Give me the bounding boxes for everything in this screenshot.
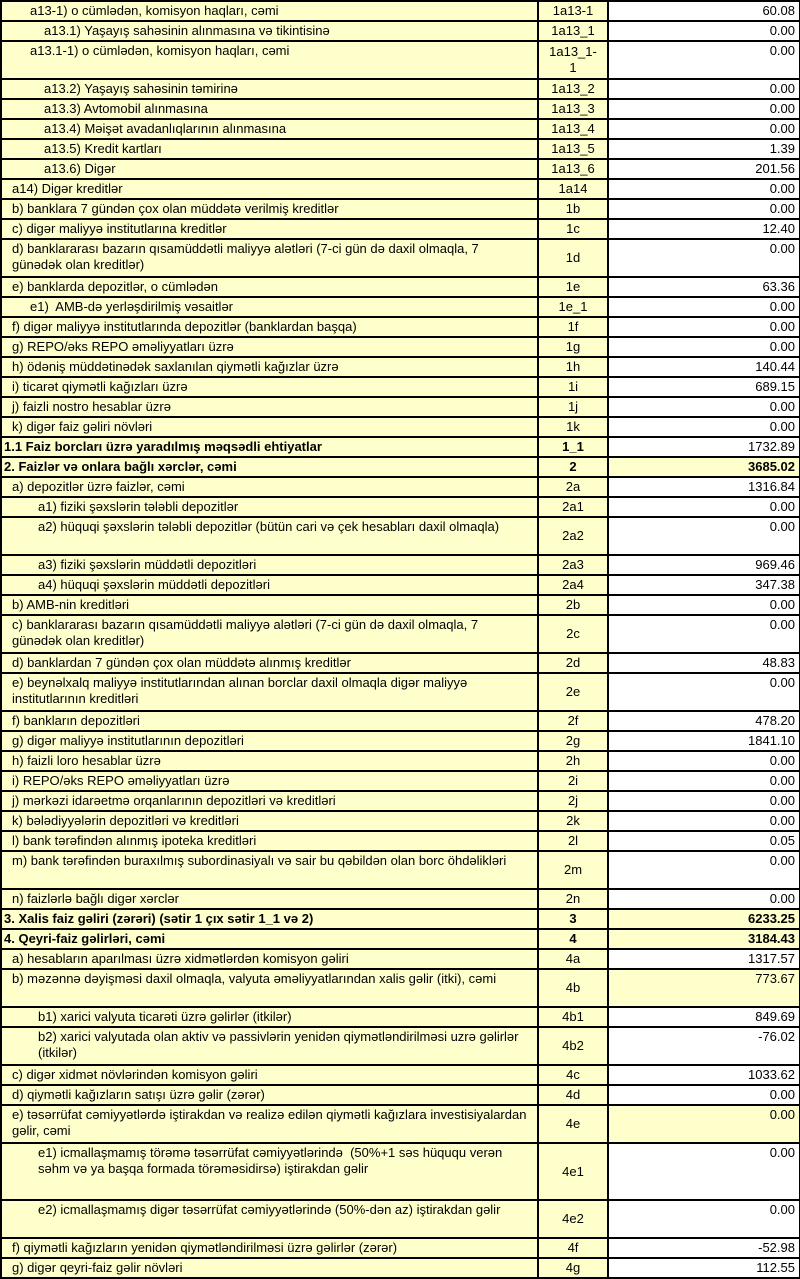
table-row xyxy=(1,653,800,673)
row-value: 1732.89 xyxy=(608,437,800,457)
row-value: 1316.84 xyxy=(608,477,800,497)
row-code: 1j xyxy=(538,397,608,417)
row-value: 1033.62 xyxy=(608,1065,800,1085)
row-value: 0.00 xyxy=(608,417,800,437)
table-row xyxy=(1,41,800,79)
table-row xyxy=(1,909,800,929)
row-code: 4g xyxy=(538,1258,608,1278)
row-value: 0.00 xyxy=(608,1143,800,1200)
row-code: 1d xyxy=(538,239,608,277)
row-label: d) banklararası bazarın qısamüddətli maliyyə alətləri (7-ci gün də daxil olmaqla, 7 günədək olan kreditlər) xyxy=(1,239,538,277)
row-code: 2l xyxy=(538,831,608,851)
table-row xyxy=(1,731,800,751)
row-label: a2) hüquqi şəxslərin tələbli depozitlər (bütün cari və çek hesabları daxil olmaqla) xyxy=(1,517,538,555)
table-row xyxy=(1,337,800,357)
row-value: 0.00 xyxy=(608,79,800,99)
table-row xyxy=(1,159,800,179)
row-label: 2. Faizlər və onlara bağlı xərclər, cəmi xyxy=(1,457,538,477)
row-code: 2b xyxy=(538,595,608,615)
table-row xyxy=(1,517,800,555)
row-value: 63.36 xyxy=(608,277,800,297)
table-row xyxy=(1,437,800,457)
table-row xyxy=(1,477,800,497)
table-row xyxy=(1,21,800,41)
row-value: 112.55 xyxy=(608,1258,800,1278)
row-code: 1h xyxy=(538,357,608,377)
table-row xyxy=(1,929,800,949)
table-row xyxy=(1,497,800,517)
row-value: 0.00 xyxy=(608,41,800,79)
table-row xyxy=(1,1007,800,1027)
row-code: 1a13_4 xyxy=(538,119,608,139)
row-code: 2e xyxy=(538,673,608,711)
row-value: 0.00 xyxy=(608,751,800,771)
table-row xyxy=(1,199,800,219)
row-code: 1a13_3 xyxy=(538,99,608,119)
row-label: d) banklardan 7 gündən çox olan müddətə alınmış kreditlər xyxy=(1,653,538,673)
row-value: 0.00 xyxy=(608,179,800,199)
table-row xyxy=(1,179,800,199)
row-label: 3. Xalis faiz gəliri (zərəri) (sətir 1 çıx sətir 1_1 və 2) xyxy=(1,909,538,929)
table-row xyxy=(1,357,800,377)
table-row xyxy=(1,99,800,119)
row-code: 3 xyxy=(538,909,608,929)
table-row xyxy=(1,595,800,615)
row-value: 0.00 xyxy=(608,21,800,41)
row-code: 4b2 xyxy=(538,1027,608,1065)
table-row xyxy=(1,711,800,731)
row-code: 4f xyxy=(538,1238,608,1258)
table-row xyxy=(1,575,800,595)
table-row xyxy=(1,949,800,969)
row-code: 2j xyxy=(538,791,608,811)
row-value: 3685.02 xyxy=(608,457,800,477)
row-label: 4. Qeyri-faiz gəlirləri, cəmi xyxy=(1,929,538,949)
table-row xyxy=(1,417,800,437)
row-value: 347.38 xyxy=(608,575,800,595)
row-value: 140.44 xyxy=(608,357,800,377)
row-label: g) digər maliyyə institutlarının depozitləri xyxy=(1,731,538,751)
row-label: g) digər qeyri-faiz gəlir növləri xyxy=(1,1258,538,1278)
table-row xyxy=(1,377,800,397)
row-code: 1a13-1 xyxy=(538,1,608,21)
row-label: i) REPO/əks REPO əməliyyatları üzrə xyxy=(1,771,538,791)
row-code: 4e1 xyxy=(538,1143,608,1200)
row-label: b) məzənnə dəyişməsi daxil olmaqla, valyuta əməliyyatlarından xalis gəlir (itki), cəmi xyxy=(1,969,538,1007)
row-value: 12.40 xyxy=(608,219,800,239)
table-row xyxy=(1,771,800,791)
row-code: 2m xyxy=(538,851,608,889)
row-value: 0.00 xyxy=(608,791,800,811)
row-code: 2f xyxy=(538,711,608,731)
row-label: b) AMB-nin kreditləri xyxy=(1,595,538,615)
row-value: 60.08 xyxy=(608,1,800,21)
row-value: 0.00 xyxy=(608,595,800,615)
row-label: k) digər faiz gəliri növləri xyxy=(1,417,538,437)
table-row xyxy=(1,317,800,337)
row-label: b2) xarici valyutada olan aktiv və passivlərin yenidən qiymətləndirilməsi uzrə gəlirlər (itkilər) xyxy=(1,1027,538,1065)
row-code: 1i xyxy=(538,377,608,397)
row-code: 1e xyxy=(538,277,608,297)
row-code: 2a4 xyxy=(538,575,608,595)
row-value: 773.67 xyxy=(608,969,800,1007)
row-code: 2a1 xyxy=(538,497,608,517)
row-label: g) REPO/əks REPO əməliyyatları üzrə xyxy=(1,337,538,357)
row-label: a3) fiziki şəxslərin müddətli depozitləri xyxy=(1,555,538,575)
row-label: c) digər xidmət növlərindən komisyon gəliri xyxy=(1,1065,538,1085)
row-value: 0.00 xyxy=(608,239,800,277)
row-code: 2g xyxy=(538,731,608,751)
row-value: 1841.10 xyxy=(608,731,800,751)
row-label: a) hesabların aparılması üzrə xidmətlərdən komisyon gəliri xyxy=(1,949,538,969)
row-label: a13.6) Digər xyxy=(1,159,538,179)
row-label: a) depozitlər üzrə faizlər, cəmi xyxy=(1,477,538,497)
row-code: 1a13_1-1 xyxy=(538,41,608,79)
table-row xyxy=(1,119,800,139)
row-code: 4a xyxy=(538,949,608,969)
row-value: 0.00 xyxy=(608,337,800,357)
row-value: 1317.57 xyxy=(608,949,800,969)
row-label: l) bank tərəfindən alınmış ipoteka kreditləri xyxy=(1,831,538,851)
row-label: k) bələdiyyələrin depozitləri və kreditləri xyxy=(1,811,538,831)
row-label: j) mərkəzi idarəetmə orqanlarının depozitləri və kreditləri xyxy=(1,791,538,811)
table-row xyxy=(1,1143,800,1200)
row-label: d) qiymətli kağızların satışı üzrə gəlir (zərər) xyxy=(1,1085,538,1105)
row-label: a13.2) Yaşayış sahəsinin təmirinə xyxy=(1,79,538,99)
row-label: j) faizli nostro hesablar üzrə xyxy=(1,397,538,417)
table-row xyxy=(1,851,800,889)
row-value: 0.00 xyxy=(608,771,800,791)
row-value: 969.46 xyxy=(608,555,800,575)
row-code: 2k xyxy=(538,811,608,831)
table-row xyxy=(1,79,800,99)
table-row xyxy=(1,1238,800,1258)
row-label: a13.3) Avtomobil alınmasına xyxy=(1,99,538,119)
row-label: h) ödəniş müddətinədək saxlanılan qiymətli kağızlar üzrə xyxy=(1,357,538,377)
row-label: b1) xarici valyuta ticarəti üzrə gəlirlər (itkilər) xyxy=(1,1007,538,1027)
row-value: 0.00 xyxy=(608,673,800,711)
row-value: 48.83 xyxy=(608,653,800,673)
row-value: 0.00 xyxy=(608,615,800,653)
row-value: 0.00 xyxy=(608,317,800,337)
row-code: 2i xyxy=(538,771,608,791)
table-body xyxy=(1,1,800,1278)
row-label: e1) AMB-də yerləşdirilmiş vəsaitlər xyxy=(1,297,538,317)
table-row xyxy=(1,397,800,417)
row-code: 4e2 xyxy=(538,1200,608,1238)
row-value: 0.00 xyxy=(608,497,800,517)
row-code: 1a14 xyxy=(538,179,608,199)
row-label: c) digər maliyyə institutlarına kreditlər xyxy=(1,219,538,239)
row-code: 1a13_1 xyxy=(538,21,608,41)
row-label: e) təsərrüfat cəmiyyətlərdə iştirakdan və realizə edilən qiymətli kağızlara investisiyalardan gəlir, cəmi xyxy=(1,1105,538,1143)
row-label: a13.5) Kredit kartları xyxy=(1,139,538,159)
table-row xyxy=(1,969,800,1007)
table-row xyxy=(1,811,800,831)
row-code: 4 xyxy=(538,929,608,949)
table-row xyxy=(1,831,800,851)
row-label: a1) fiziki şəxslərin tələbli depozitlər xyxy=(1,497,538,517)
row-label: a13.1-1) o cümlədən, komisyon haqları, cəmi xyxy=(1,41,538,79)
row-value: 0.00 xyxy=(608,851,800,889)
row-value: 0.00 xyxy=(608,397,800,417)
row-label: a13.1) Yaşayış sahəsinin alınmasına və tikintisinə xyxy=(1,21,538,41)
row-code: 1e_1 xyxy=(538,297,608,317)
row-value: 0.00 xyxy=(608,517,800,555)
row-code: 4b xyxy=(538,969,608,1007)
row-code: 2c xyxy=(538,615,608,653)
row-label: i) ticarət qiymətli kağızları üzrə xyxy=(1,377,538,397)
table-row xyxy=(1,1,800,21)
row-code: 2a2 xyxy=(538,517,608,555)
row-code: 2h xyxy=(538,751,608,771)
row-code: 4e xyxy=(538,1105,608,1143)
row-label: e1) icmallaşmamış törəmə təsərrüfat cəmiyyətlərində (50%+1 səs hüququ verən səhm və ya başqa formada törəməsidirsə) iştirakdan gəlir xyxy=(1,1143,538,1200)
table-row xyxy=(1,615,800,653)
row-value: 0.00 xyxy=(608,1105,800,1143)
row-code: 1a13_5 xyxy=(538,139,608,159)
row-code: 2 xyxy=(538,457,608,477)
row-value: 0.00 xyxy=(608,99,800,119)
table-row xyxy=(1,219,800,239)
row-label: f) digər maliyyə institutlarında depozitlər (banklardan başqa) xyxy=(1,317,538,337)
row-code: 1a13_6 xyxy=(538,159,608,179)
table-row xyxy=(1,1065,800,1085)
row-value: 0.00 xyxy=(608,199,800,219)
row-value: 478.20 xyxy=(608,711,800,731)
table-row xyxy=(1,1027,800,1065)
row-value: -52.98 xyxy=(608,1238,800,1258)
table-row xyxy=(1,457,800,477)
row-label: m) bank tərəfindən buraxılmış subordinasiyalı və sair bu qəbildən olan borc öhdəlikləri xyxy=(1,851,538,889)
row-label: h) faizli loro hesablar üzrə xyxy=(1,751,538,771)
row-code: 4b1 xyxy=(538,1007,608,1027)
row-label: e2) icmallaşmamış digər təsərrüfat cəmiyyətlərində (50%-dən az) iştirakdan gəlir xyxy=(1,1200,538,1238)
row-value: 201.56 xyxy=(608,159,800,179)
table-row xyxy=(1,139,800,159)
table-row xyxy=(1,555,800,575)
table-row xyxy=(1,1200,800,1238)
table-row xyxy=(1,239,800,277)
row-value: 849.69 xyxy=(608,1007,800,1027)
row-code: 1f xyxy=(538,317,608,337)
table-row xyxy=(1,277,800,297)
table-row xyxy=(1,673,800,711)
table-row xyxy=(1,751,800,771)
row-code: 2a xyxy=(538,477,608,497)
row-value: 0.00 xyxy=(608,1085,800,1105)
row-code: 4c xyxy=(538,1065,608,1085)
row-code: 1g xyxy=(538,337,608,357)
row-code: 2d xyxy=(538,653,608,673)
row-code: 1_1 xyxy=(538,437,608,457)
table-row xyxy=(1,297,800,317)
table-row xyxy=(1,1105,800,1143)
row-value: 0.00 xyxy=(608,1200,800,1238)
row-label: e) banklarda depozitlər, o cümlədən xyxy=(1,277,538,297)
row-code: 1a13_2 xyxy=(538,79,608,99)
row-code: 1k xyxy=(538,417,608,437)
row-label: a13-1) o cümlədən, komisyon haqları, cəmi xyxy=(1,1,538,21)
row-value: 3184.43 xyxy=(608,929,800,949)
row-value: 0.00 xyxy=(608,297,800,317)
row-value: 0.00 xyxy=(608,811,800,831)
row-code: 4d xyxy=(538,1085,608,1105)
row-value: 0.00 xyxy=(608,889,800,909)
row-label: c) banklararası bazarın qısamüddətli maliyyə alətləri (7-ci gün də daxil olmaqla, 7 günədək olan kreditlər) xyxy=(1,615,538,653)
row-label: a13.4) Məişət avadanlıqlarının alınmasına xyxy=(1,119,538,139)
row-value: 0.00 xyxy=(608,119,800,139)
row-value: 689.15 xyxy=(608,377,800,397)
table-row xyxy=(1,1085,800,1105)
row-value: 0.05 xyxy=(608,831,800,851)
row-label: f) bankların depozitləri xyxy=(1,711,538,731)
row-code: 2a3 xyxy=(538,555,608,575)
row-value: -76.02 xyxy=(608,1027,800,1065)
row-code: 1c xyxy=(538,219,608,239)
row-label: n) faizlərlə bağlı digər xərclər xyxy=(1,889,538,909)
row-label: e) beynəlxalq maliyyə institutlarından alınan borclar daxil olmaqla digər maliyyə institutlarının kreditləri xyxy=(1,673,538,711)
row-label: 1.1 Faiz borcları üzrə yaradılmış məqsədli ehtiyatlar xyxy=(1,437,538,457)
table-row xyxy=(1,1258,800,1278)
row-code: 1b xyxy=(538,199,608,219)
row-label: b) banklara 7 gündən çox olan müddətə verilmiş kreditlər xyxy=(1,199,538,219)
row-label: f) qiymətli kağızların yenidən qiymətləndirilməsi üzrə gəlirlər (zərər) xyxy=(1,1238,538,1258)
row-code: 2n xyxy=(538,889,608,909)
row-value: 1.39 xyxy=(608,139,800,159)
row-value: 6233.25 xyxy=(608,909,800,929)
table-row xyxy=(1,889,800,909)
row-label: a14) Digər kreditlər xyxy=(1,179,538,199)
table-row xyxy=(1,791,800,811)
row-label: a4) hüquqi şəxslərin müddətli depozitləri xyxy=(1,575,538,595)
